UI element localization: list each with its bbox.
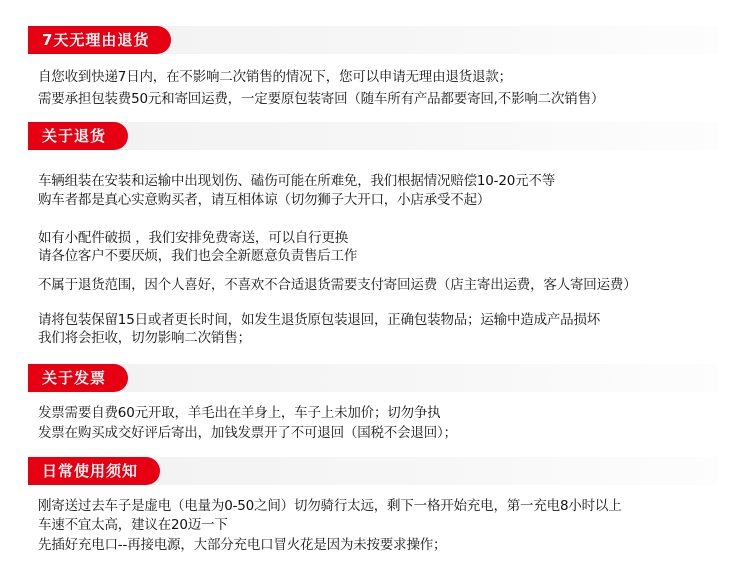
policy-line: 需要承担包装费50元和寄回运费，一定要原包装寄回（随车所有产品都要寄回,不影响二次销售） bbox=[38, 91, 605, 107]
section-header-return-7days bbox=[28, 26, 718, 54]
policy-line: 不属于退货范围，因个人喜好，不喜欢不合适退货需要支付寄回运费（店主寄出运费，客人寄回运费） bbox=[38, 277, 637, 293]
section-title-badge: 日常使用须知 bbox=[28, 457, 160, 485]
section-header-invoice bbox=[28, 364, 718, 392]
usage-line: 先插好充电口--再接电源，大部分充电口冒火花是因为未按要求操作； bbox=[38, 537, 447, 553]
policy-line: 自您收到快递7日内，在不影响二次销售的情况下，您可以申请无理由退货退款； bbox=[38, 69, 512, 85]
section-header-about-returns bbox=[28, 122, 718, 150]
policy-line: 如有小配件破损 ，我们安排免费寄送，可以自行更换 bbox=[38, 230, 348, 246]
policy-line: 请各位客户不要厌烦，我们也会全新愿意负责售后工作 bbox=[38, 248, 358, 264]
section-header-daily-use bbox=[28, 457, 718, 485]
usage-line: 车速不宜太高，建议在20迈一下 bbox=[38, 517, 228, 533]
policy-line: 购车者都是真心实意购买者，请互相体谅（切勿狮子大开口，小店承受不起） bbox=[38, 192, 491, 208]
policy-line: 请将包装保留15日或者更长时间，如发生退货原包装退回，正确包装物品；运输中造成产品损坏 bbox=[38, 312, 601, 328]
policy-line: 车辆组装在安装和运输中出现划伤、磕伤可能在所难免，我们根据情况赔偿10-20元不等 bbox=[38, 173, 556, 189]
section-title-badge: 关于发票 bbox=[28, 364, 128, 392]
usage-line: 刚寄送过去车子是虚电（电量为0-50之间）切勿骑行太远，剩下一格开始充电，第一充电8小时以上 bbox=[38, 498, 622, 514]
policy-line: 发票在购买成交好评后寄出，加钱发票开了不可退回（国税不会退回）； bbox=[38, 425, 457, 441]
section-title-badge: 7天无理由退货 bbox=[28, 26, 171, 54]
policy-line: 我们将会拒收，切勿影响二次销售； bbox=[38, 330, 251, 346]
section-title-badge: 关于退货 bbox=[28, 122, 128, 150]
policy-line: 发票需要自费60元开取，羊毛出在羊身上，车子上未加价；切勿争执 bbox=[38, 405, 441, 421]
